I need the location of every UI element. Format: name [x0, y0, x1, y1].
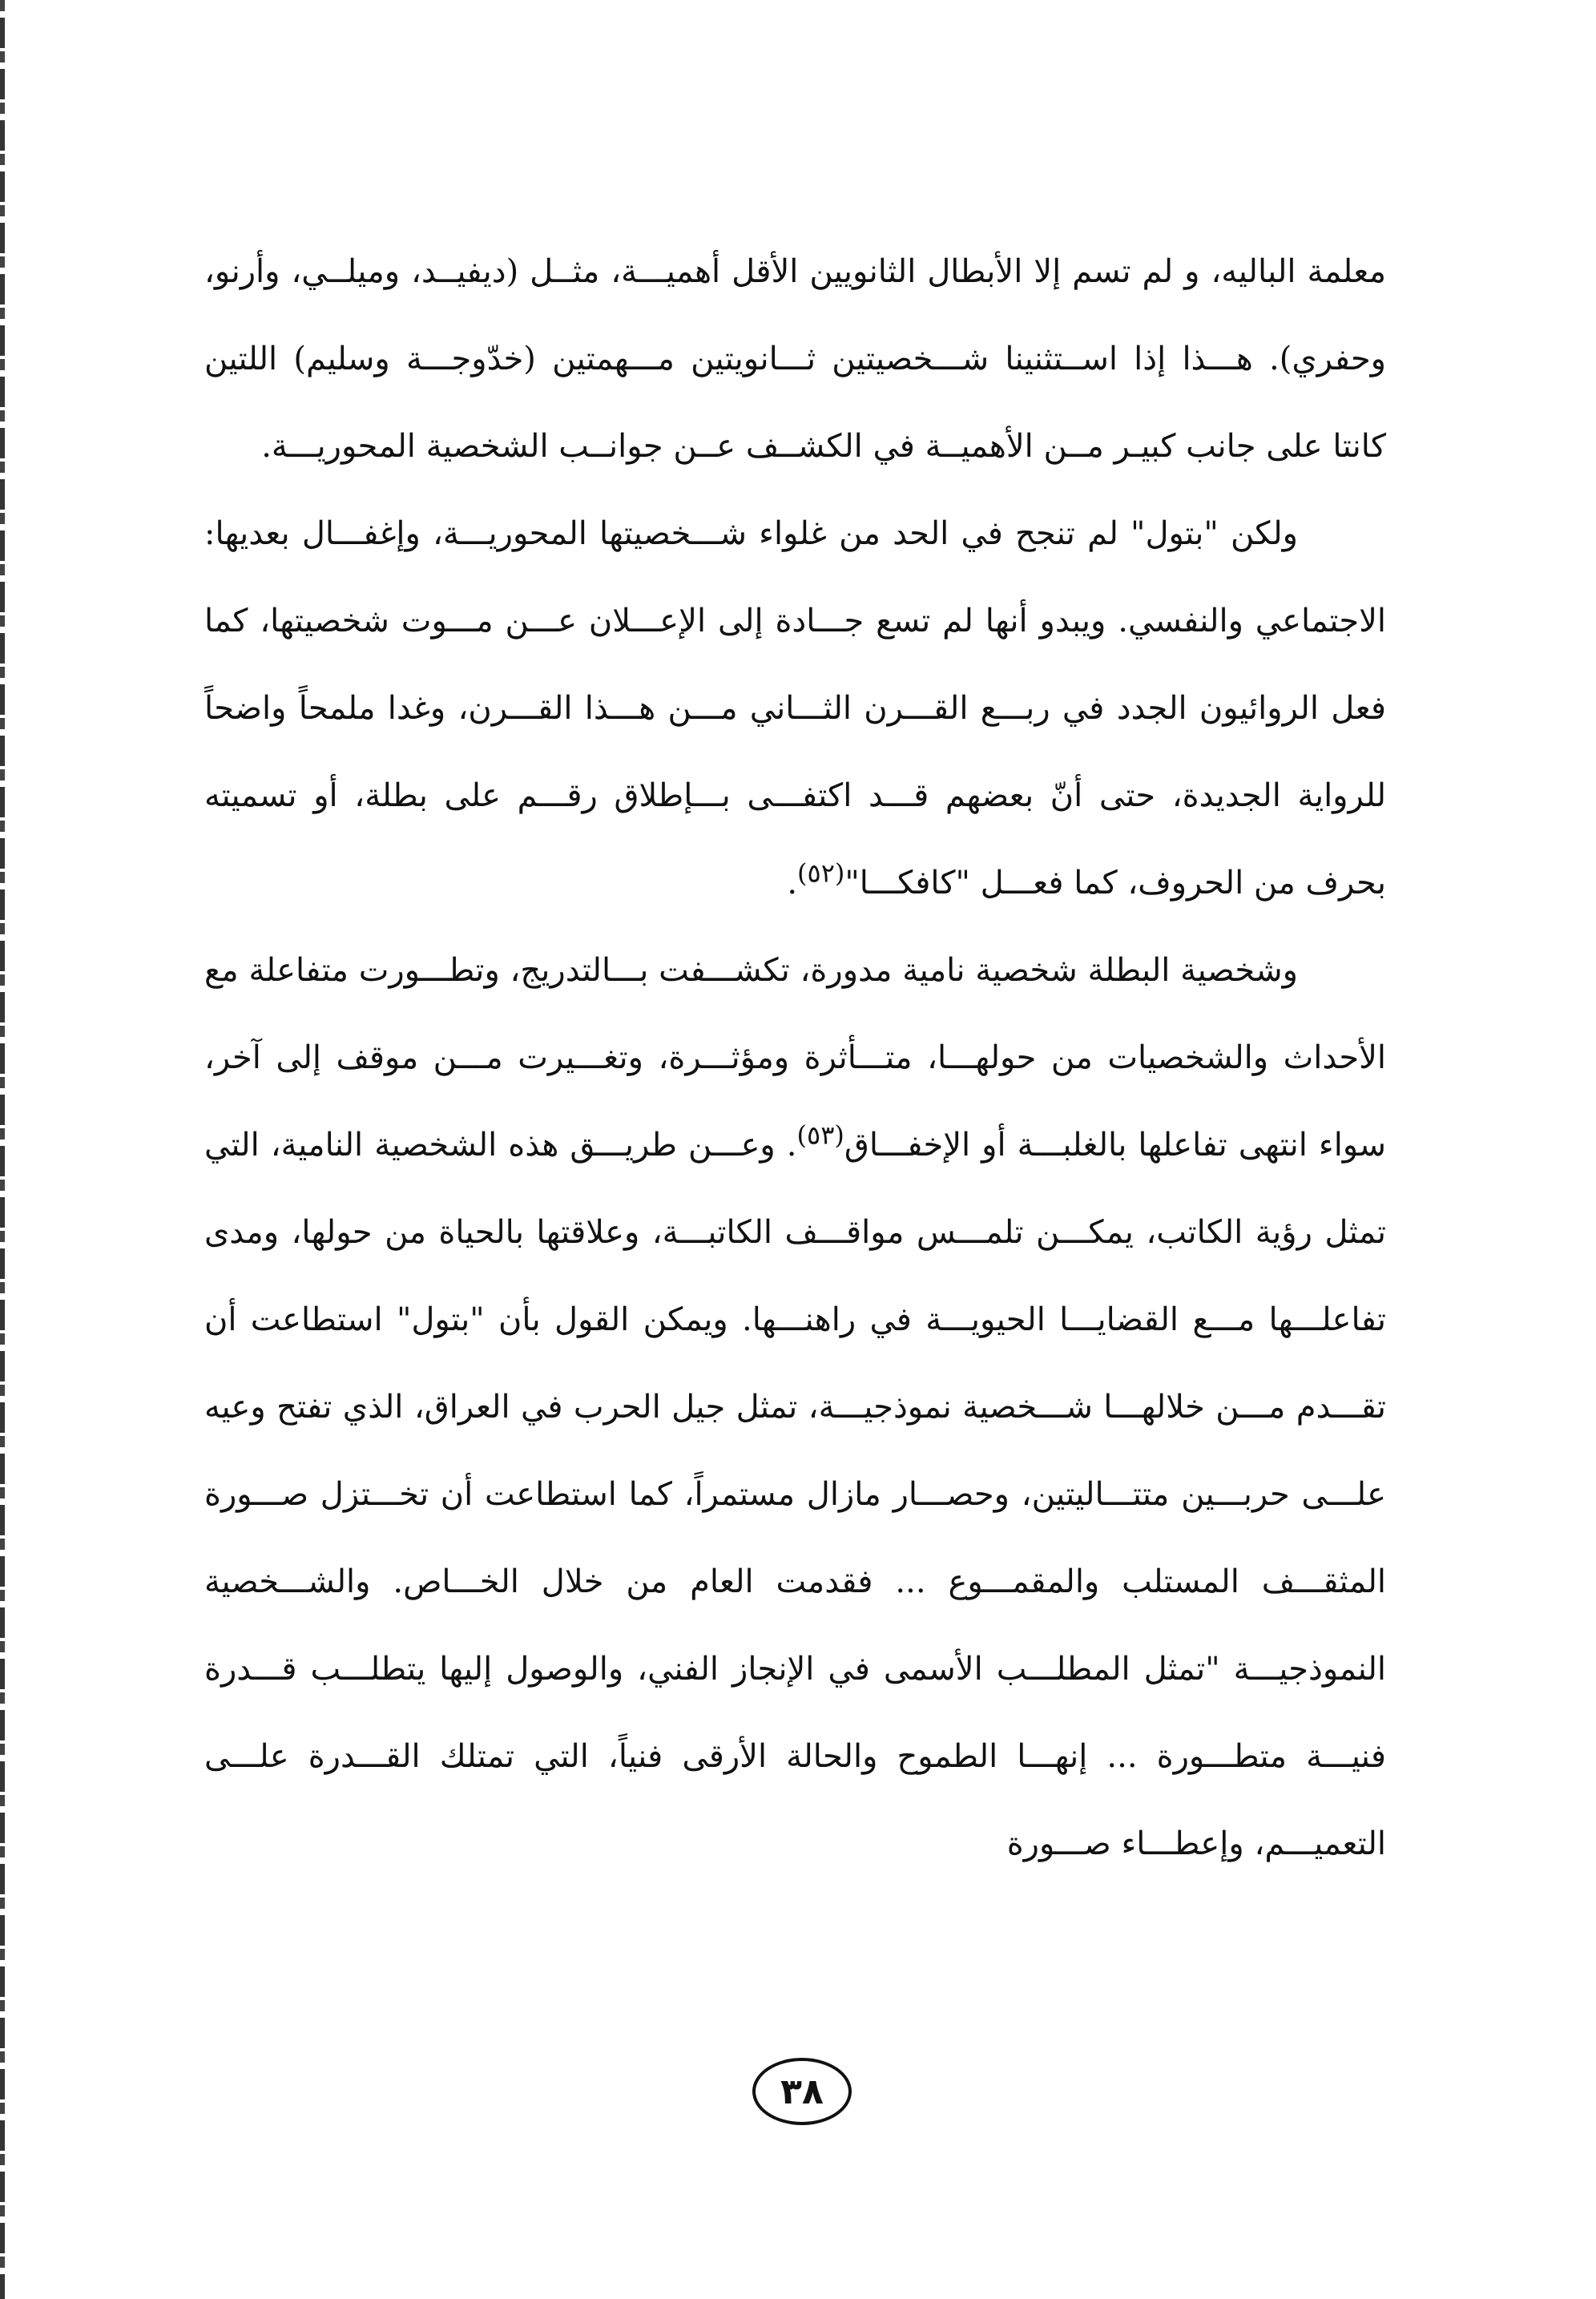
- paragraph-2-text-end: .: [787, 865, 798, 901]
- scan-edge: [0, 0, 5, 2299]
- page-number: ٣٨: [752, 2058, 852, 2125]
- paragraph-1-text: معلمة الباليه، و لم تسم إلا الأبطال الثانويين الأقل أهميـــة، مثــل (ديفيــد، وميلــي، وأرنو، وحفري). هـــذا إذا اســتثنينا شـــخصيتين ثـــانويتين مـــهمتين (خدّوجـــة وسليم) اللتين كانتا على جانب كبيـر مــن الأهميــة في الكشــف عــن جوانــب الشخصية المحوريـــة.: [204, 253, 1386, 465]
- paragraph-2: [204, 490, 1386, 927]
- paragraph-2-text: ولكن "بتول" لم تنجح في الحد من غلواء شـــخصيتها المحوريـــة، وإغفـــال بعديها: الاجتماعي والنفسي. ويبدو أنها لم تسع جـــادة إلى الإعـــلان عـــن مـــوت شخصيتها، كما فعل الروائيون الجدد في ربـــع القـــرن الثـــاني مـــن هـــذا القـــرن، وغدا ملمحاً واضحاً للرواية الجديدة، حتى أنّ بعضهم قـــد اكتفـــى بـــإطلاق رقـــم على بطلة، أو تسميته بحرف من الحروف، كما فعـــل "كافكـــا": [204, 515, 1386, 901]
- paragraph-3: [204, 927, 1386, 1888]
- footnote-reference-52: (٥٢): [797, 857, 845, 889]
- page-body: [204, 228, 1386, 1879]
- paragraph-3-text: وشخصية البطلة شخصية نامية مدورة، تكشـــفت بـــالتدريج، وتطـــورت متفاعلة مع الأحداث والشخصيات من حولهـــا، متـــأثرة ومؤثـــرة، وتغـــيرت مـــن موقف إلى آخر، سواء انتهى تفاعلها بالغلبـــة أو الإخفـــاق: [204, 952, 1386, 1164]
- paragraph-1: [204, 228, 1386, 490]
- footnote-reference-53: (٥٣): [796, 1119, 844, 1151]
- paragraph-3-text-end: . وعـــن طريـــق هذه الشخصية النامية، التي تمثل رؤية الكاتب، يمكـــن تلمـــس مواقـــف الكاتبـــة، وعلاقتها بالحياة من حولها، ومدى تفاعلـــها مـــع القضايـــا الحيويـــة في راهنـــها. ويمكن القول بأن "بتول" استطاعت أن تقـــدم مـــن خلالهـــا شـــخصية نموذجيـــة، تمثل جيل الحرب في العراق، الذي تفتح وعيه علـــى حربـــين متتـــاليتين، وحصـــار مازال مستمراً، كما استطاعت أن تخـــتزل صـــورة المثقـــف المستلب والمقمـــوع ... فقدمت العام من خلال الخـــاص. والشـــخصية النموذجيـــة "تمثل المطلـــب الأسمى في الإنجاز الفني، والوصول إليها يتطلـــب قـــدرة فنيـــة متطـــورة ... إنهـــا الطموح والحالة الأرقى فنياً، التي تمتلك القـــدرة علـــى التعميـــم، وإعطـــاء صـــورة: [204, 1127, 1386, 1862]
